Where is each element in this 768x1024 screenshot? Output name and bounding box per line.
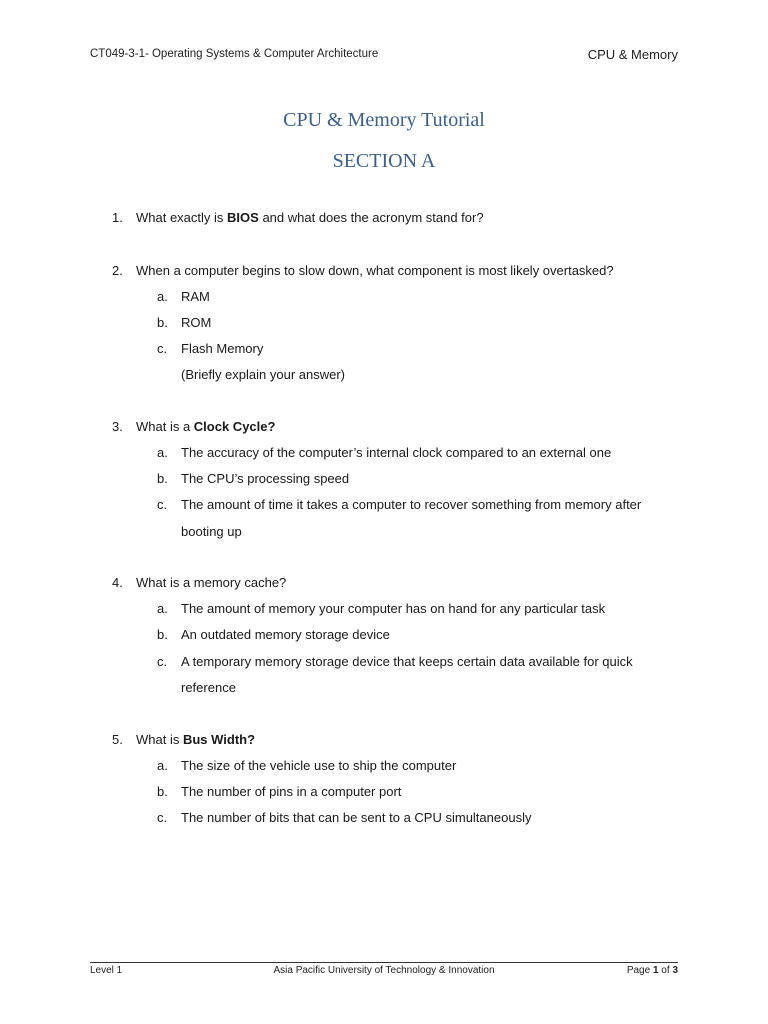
question-text: What is Bus Width? — [136, 732, 256, 747]
page-title: CPU & Memory Tutorial — [283, 109, 485, 131]
section-heading: SECTION A — [332, 150, 436, 172]
footer-page-number: Page 1 of 3 — [626, 965, 678, 976]
question-text: What is a memory cache? — [136, 575, 287, 590]
question-number: 1. — [112, 210, 123, 225]
question-number: 5. — [112, 732, 123, 747]
footer-level: Level 1 — [90, 965, 123, 976]
footer-university: Asia Pacific University of Technology & Innovation — [273, 965, 495, 976]
option-4c-continued: reference — [181, 680, 236, 695]
document-page: CT049-3-1- Operating Systems & Computer Architecture CPU & Memory CPU & Memory Tutorial SECTION A 1. What exactly is BIOS and what does the acronym stand for? 2. When a computer begins to slow down, what component is most likely overtasked? a. RAM b. ROM c. Flash Memory (Briefly explain your answer) 3. What is a Clock Cycle? a. The accuracy of the computer’s internal clock compared to an external one b. The CPU’s processing speed c. The amount of time it takes a computer to recover something from memory after booting up 4. What is a memory cache? a. The amount of memory your computer has on hand for any particular task b. An outdated memory storage device c. A temporary memory storage device that keeps certain data available for quick reference 5. What is Bus Width? a. The size of the vehicle use to ship the computer b. The number of pins in a computer port c. The number of bits that can be sent to a CPU simultaneously Level 1 Asia Pacific University of Technology & Innovation Page 1 of 3 — [0, 0, 768, 1024]
header-course: CT049-3-1- Operating Systems & Computer Architecture — [90, 48, 379, 60]
question-number: 3. — [112, 419, 123, 434]
header-topic: CPU & Memory — [587, 47, 678, 62]
option-3c-continued: booting up — [181, 524, 242, 539]
question-number: 2. — [112, 263, 123, 278]
question-2-note: (Briefly explain your answer) — [181, 367, 346, 382]
question-text: What is a Clock Cycle? — [136, 419, 276, 434]
question-text: When a computer begins to slow down, what component is most likely overtasked? — [136, 263, 614, 278]
footer-divider — [90, 962, 678, 963]
question-number: 4. — [112, 575, 123, 590]
question-text: What exactly is BIOS and what does the acronym stand for? — [136, 210, 484, 225]
